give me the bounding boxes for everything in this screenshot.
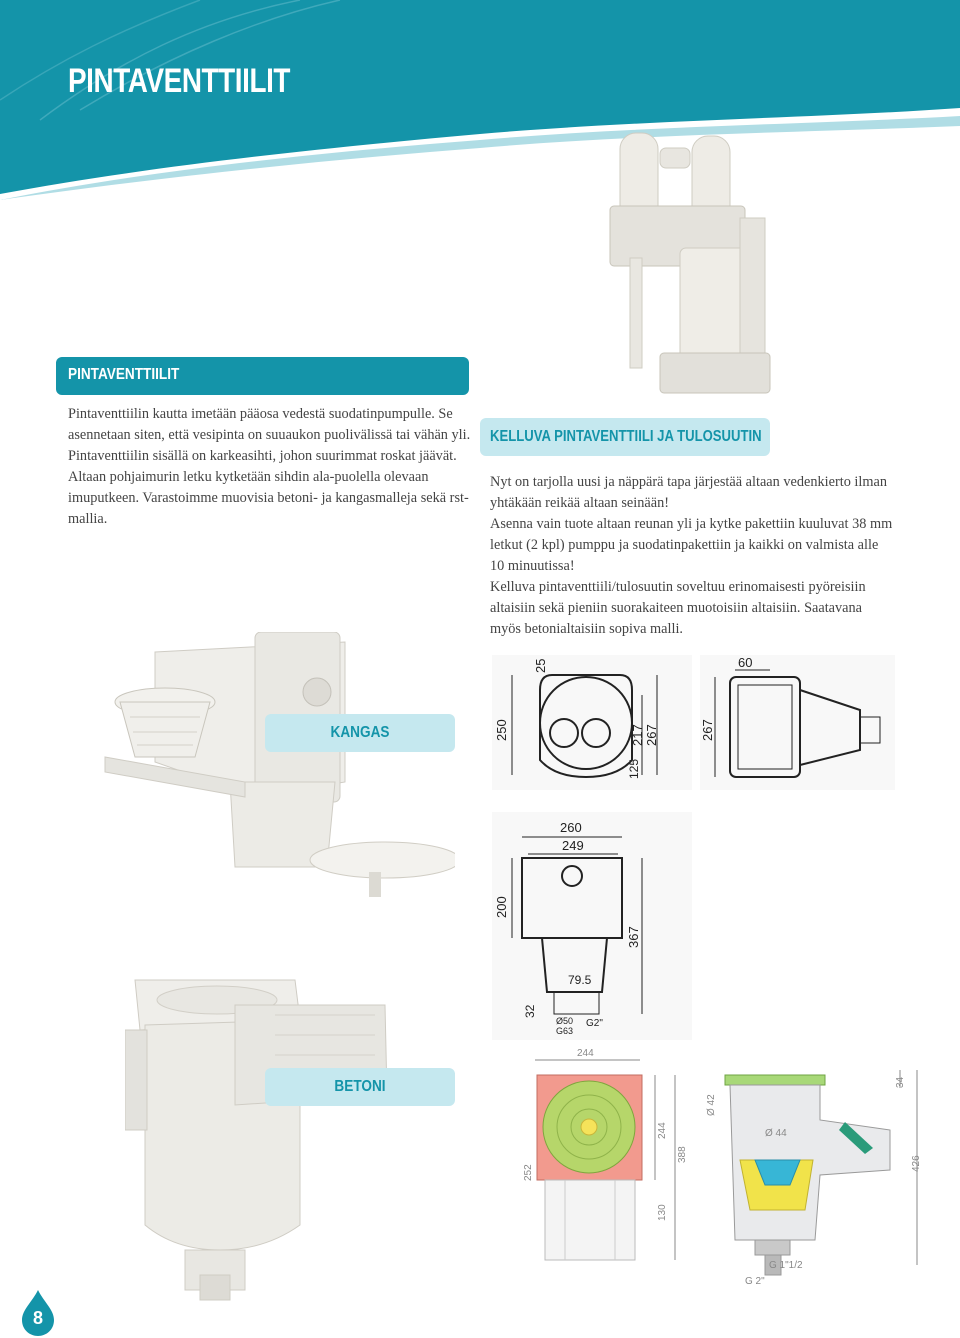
drawing3-dim-g2: G2" — [586, 1018, 603, 1029]
drawing5-dim-34: 34 — [895, 1076, 906, 1088]
floating-skimmer-text — [490, 472, 895, 640]
drawing4-dim-388: 388 — [677, 1146, 688, 1163]
technical-drawing-betoni-top — [505, 1045, 695, 1280]
drawing5-dim-o42: Ø 42 — [706, 1094, 717, 1116]
floating-paragraph-1: Nyt on tarjolla uusi ja näppärä tapa järjestää altaan vedenkierto ilman yhtäkään reikää altaan seinään! — [490, 474, 887, 511]
drawing1-dim-25: 25 — [533, 658, 548, 673]
kangas-skimmer-image — [95, 632, 455, 907]
drawing3-dim-g63: G63 — [556, 1026, 574, 1036]
drawing2-dim-267: 267 — [700, 719, 715, 741]
drawing1-dim-250: 250 — [494, 719, 509, 741]
floating-skimmer-heading-label: KELLUVA PINTAVENTTIILI JA TULOSUUTIN — [490, 428, 762, 445]
drawing1-dim-125: 125 — [627, 758, 641, 779]
drawing4-dim-244-top: 244 — [577, 1048, 594, 1059]
drawing1-dim-267: 267 — [644, 724, 659, 746]
drawing5-dim-g2: G 2" — [745, 1276, 765, 1287]
floating-skimmer-image — [600, 128, 775, 398]
betoni-label — [265, 1068, 455, 1106]
drawing3-dim-32: 32 — [523, 1004, 537, 1018]
technical-drawing-betoni-section — [695, 1060, 925, 1295]
drawing4-dim-252: 252 — [523, 1164, 534, 1181]
betoni-label-text: BETONI — [334, 1078, 386, 1095]
drawing3-dim-79-5: 79.5 — [568, 973, 592, 987]
drawing3-dim-200: 200 — [494, 896, 509, 918]
page-title: PINTAVENTTIILIT — [68, 62, 291, 100]
drawing5-dim-o44: Ø 44 — [765, 1128, 787, 1139]
drawing1-dim-217: 217 — [630, 724, 645, 746]
technical-drawing-front — [492, 655, 692, 790]
drawing2-dim-60: 60 — [738, 655, 753, 670]
kangas-label — [265, 714, 455, 752]
drawing4-dim-130: 130 — [657, 1204, 668, 1221]
section-heading — [56, 357, 469, 395]
drawing5-dim-426: 426 — [911, 1155, 922, 1172]
page-number: 8 — [32, 1308, 43, 1328]
drawing3-dim-260: 260 — [560, 820, 582, 835]
floating-paragraph-3: Kelluva pintaventtiili/tulosuutin soveltuu erinomaisesti pyöreisiin altaisiin sekä pieniin suorakaiteen muotoisiin altaisiin. Saatavana myös betonialtaisiin sopiva malli. — [490, 579, 866, 637]
drawing3-dim-o50: Ø50 — [556, 1016, 574, 1026]
floating-skimmer-heading — [480, 418, 770, 456]
drawing3-dim-367: 367 — [626, 926, 641, 948]
intro-paragraph: Pintaventtiilin kautta imetään pääosa vedestä suodatinpumpulle. Se asennetaan siten, että vesipinta on suuaukon puolivälissä tai vähän yli. Pintaventtiilin sisällä on karkeasihti, johon suurimmat roskat jäävät. Altaan pohjaimurin letku kytketään sihdin ala-puolella olevaan imuputkeen. Varastoimme muovisia betoni- ja kangasmalleja sekä rst-mallia. — [68, 406, 471, 527]
drawing4-dim-244-side: 244 — [657, 1122, 668, 1139]
technical-drawing-elevation — [492, 812, 692, 1040]
betoni-skimmer-image — [125, 975, 425, 1305]
floating-paragraph-2: Asenna vain tuote altaan reunan yli ja kytke pakettiin kuuluvat 38 mm letkut (2 kpl) pumppu ja suodatinpakettiin ja kaikki on valmista alle 10 minuutissa! — [490, 516, 893, 574]
drawing3-dim-249: 249 — [562, 838, 584, 853]
drawing5-dim-g1-1-2: G 1"1/2 — [769, 1260, 803, 1271]
kangas-label-text: KANGAS — [330, 724, 390, 741]
section-heading-label: PINTAVENTTIILIT — [68, 366, 180, 383]
technical-drawing-side — [700, 655, 895, 790]
